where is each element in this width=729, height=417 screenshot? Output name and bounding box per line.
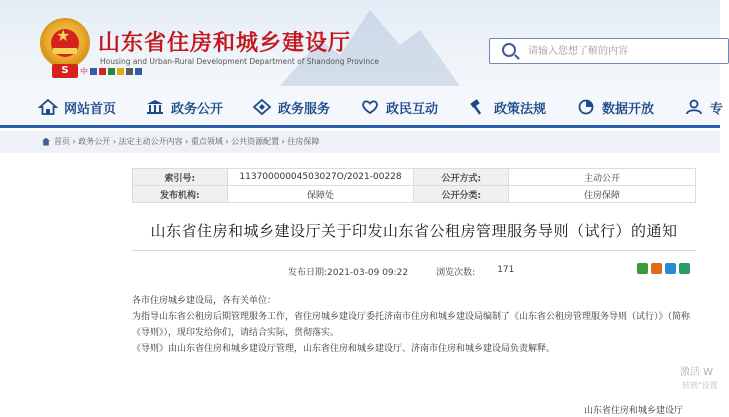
nav-label: 网站首页 — [64, 101, 117, 117]
publish-date: 发布日期:2021-03-09 09:22 — [288, 268, 409, 278]
language-flag-icon[interactable] — [135, 68, 142, 75]
building-icon — [145, 98, 165, 116]
home-icon — [38, 98, 58, 116]
nav-label: 政民互动 — [386, 101, 439, 117]
nav-item-policies[interactable] — [468, 96, 546, 118]
agency-label: 发布机构: — [133, 186, 228, 203]
breadcrumb-text[interactable]: 首页 › 政务公开 › 法定主动公开内容 › 重点领域 › 公共资源配置 › 住房保障 — [54, 137, 320, 146]
shandong-logo-icon: S — [52, 64, 78, 78]
share-wechat-icon[interactable] — [637, 263, 648, 274]
language-flag-icon[interactable] — [90, 68, 97, 75]
body-paragraph: 为指导山东省公租房后期管理服务工作，省住房城乡建设厅委托济南市住房和城乡建设局编制了《山东省公租房管理服务导则（试行）》（简称《导则》），现印发给你们，请结合实际，贯彻落实。 — [132, 312, 691, 338]
share-qq-icon[interactable] — [665, 263, 676, 274]
article-title: 山东省住房和城乡建设厅关于印发山东省公租房管理服务导则（试行）的通知 — [150, 222, 678, 240]
nav-item-special[interactable] — [684, 96, 723, 118]
breadcrumb-bar — [0, 131, 720, 153]
diamond-icon — [252, 98, 272, 116]
agency-value: 保障处 — [227, 186, 414, 203]
article-body — [132, 293, 698, 357]
chart-icon — [576, 98, 596, 116]
info-table — [132, 168, 696, 203]
category-label: 公开分类: — [414, 186, 509, 203]
language-chinese-link[interactable]: 中 — [80, 66, 88, 76]
activation-watermark-sub: 转到"设置 — [682, 381, 718, 390]
search-input[interactable] — [528, 42, 718, 60]
search-icon[interactable] — [502, 43, 516, 57]
signature: 山东省住房和城乡建设厅 — [584, 406, 684, 416]
user-icon — [684, 98, 704, 116]
home-icon[interactable] — [42, 138, 50, 146]
hammer-icon — [468, 98, 488, 116]
handshake-icon — [360, 98, 380, 116]
site-subtitle: Housing and Urban-Rural Development Department of Shandong Province — [100, 57, 379, 66]
nav-label: 数据开放 — [602, 101, 655, 117]
search-box[interactable] — [489, 38, 729, 64]
nav-label: 政策法规 — [494, 101, 547, 117]
category-value: 住房保障 — [509, 186, 696, 203]
views-count: 171 — [497, 265, 515, 275]
nav-item-gov-affairs[interactable] — [145, 96, 223, 118]
language-bar — [52, 64, 142, 78]
article-meta — [288, 265, 514, 278]
share-bar — [637, 263, 690, 274]
site-header — [0, 0, 720, 86]
open-mode-value: 主动公开 — [509, 169, 696, 186]
breadcrumb — [42, 136, 319, 147]
national-emblem-icon: ★ — [40, 18, 90, 68]
nav-item-gov-services[interactable] — [252, 96, 330, 118]
divider — [132, 250, 696, 251]
body-paragraph: 各市住房城乡建设局，各有关单位： — [132, 296, 277, 306]
open-mode-label: 公开方式: — [414, 169, 509, 186]
site-title[interactable]: 山东省住房和城乡建设厅 — [98, 31, 352, 56]
body-paragraph: 《导则》由山东省住房和城乡建设厅管理，山东省住房和城乡建设厅、济南市住房和城乡建设局负责解释。 — [132, 344, 556, 354]
nav-label: 政务服务 — [278, 101, 331, 117]
share-weibo-icon[interactable] — [651, 263, 662, 274]
language-flag-icon[interactable] — [126, 68, 133, 75]
index-value: 11370000004503027O/2021-00228 — [227, 169, 414, 186]
language-flag-icon[interactable] — [117, 68, 124, 75]
nav-item-open-data[interactable] — [576, 96, 654, 118]
share-print-icon[interactable] — [679, 263, 690, 274]
language-flag-icon[interactable] — [108, 68, 115, 75]
nav-label: 政务公开 — [171, 101, 224, 117]
views-label: 浏览次数: — [436, 268, 476, 278]
activation-watermark: 激活 W — [680, 367, 714, 378]
nav-item-interaction[interactable] — [360, 96, 438, 118]
nav-label: 专 — [710, 101, 724, 117]
nav-item-home[interactable] — [38, 96, 116, 118]
index-label: 索引号: — [133, 169, 228, 186]
language-flag-icon[interactable] — [99, 68, 106, 75]
main-nav — [0, 86, 724, 128]
